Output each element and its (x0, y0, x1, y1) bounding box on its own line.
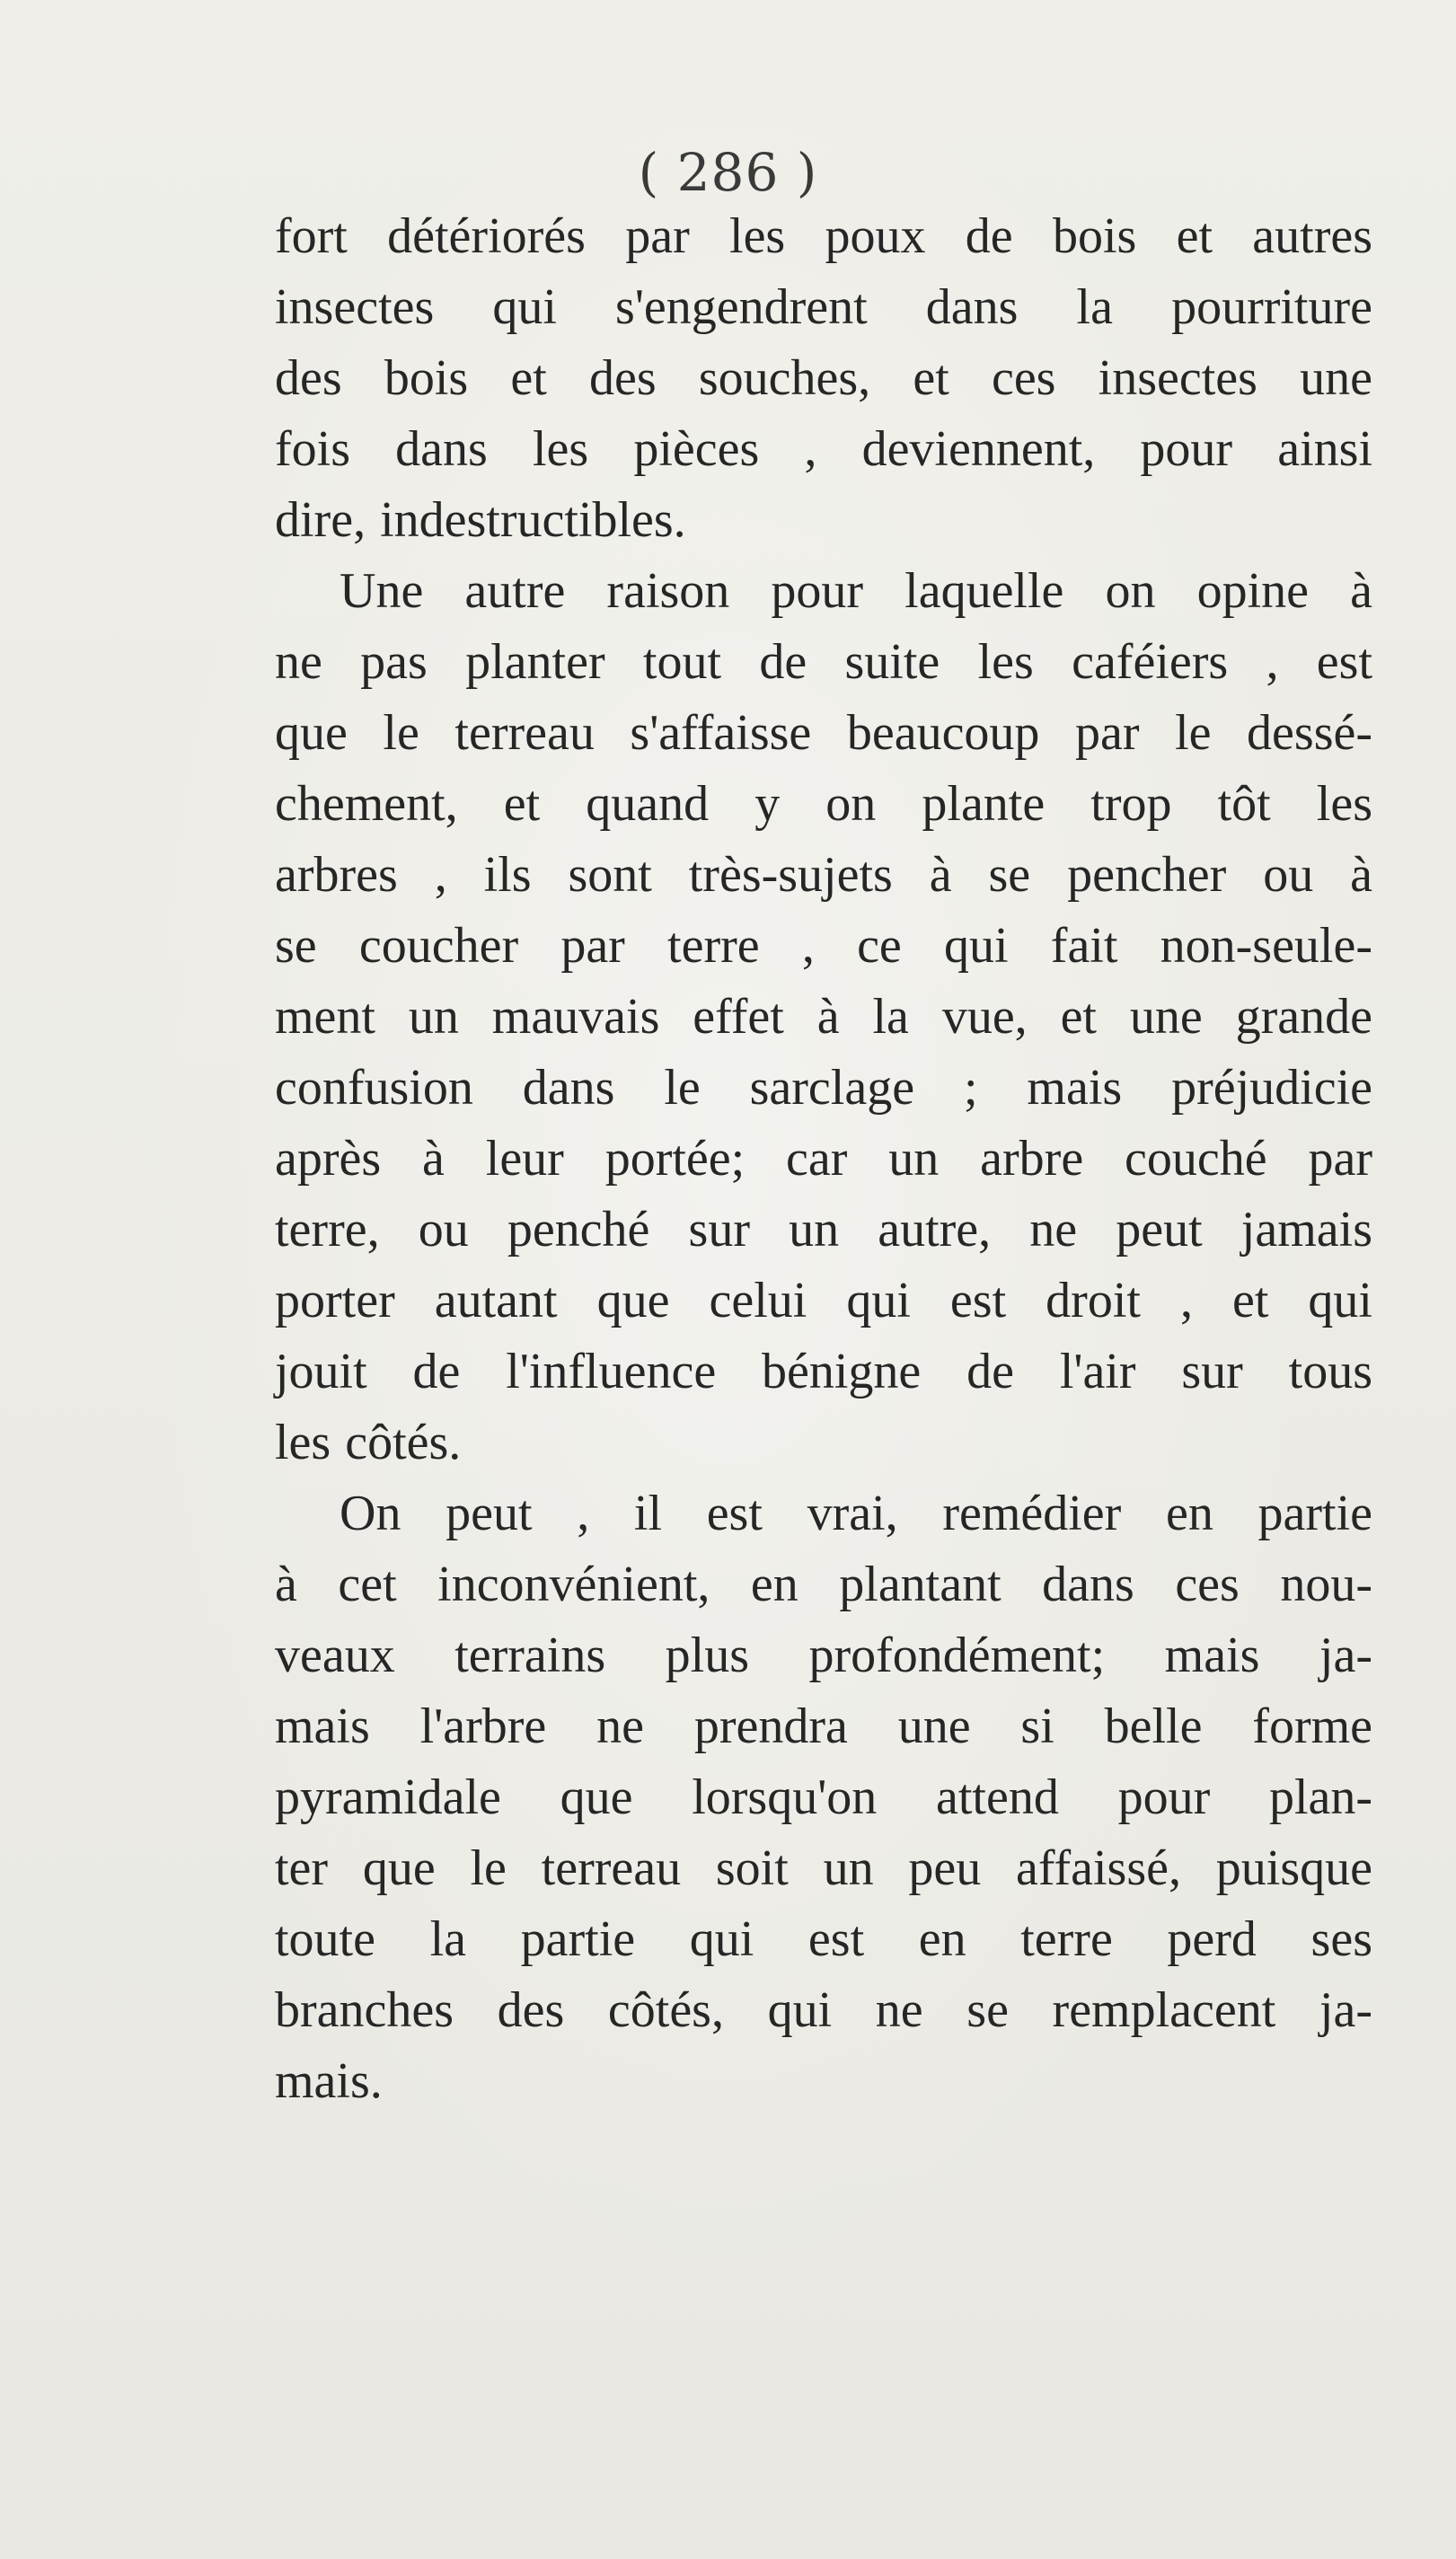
text-line: ne pas planter tout de suite les caféiers , est (275, 634, 1372, 690)
text-line: veaux terrains plus profondément; mais ja- (275, 1628, 1372, 1683)
body-text (275, 201, 1372, 2117)
text-line: mais l'arbre ne prendra une si belle forme (275, 1699, 1372, 1754)
text-line: ment un mauvais effet à la vue, et une grande (275, 989, 1372, 1045)
text-line: que le terreau s'affaisse beaucoup par le dessé- (275, 705, 1372, 761)
text-line: fois dans les pièces , deviennent, pour ainsi (275, 421, 1372, 477)
text-line: ter que le terreau soit un peu affaissé, puisque (275, 1840, 1372, 1896)
text-line: se coucher par terre , ce qui fait non-seule- (275, 918, 1372, 974)
paragraph-3 (275, 1478, 1372, 2117)
text-line: Une autre raison pour laquelle on opine à (340, 563, 1372, 619)
text-line: après à leur portée; car un arbre couché par (275, 1131, 1372, 1187)
text-line: à cet inconvénient, en plantant dans ces nou- (275, 1557, 1372, 1612)
text-line: branches des côtés, qui ne se remplacent ja- (275, 1982, 1372, 2038)
text-line: chement, et quand y on plante trop tôt les (275, 776, 1372, 832)
page-number: ( 286 ) (638, 142, 818, 203)
text-line: terre, ou penché sur un autre, ne peut jamais (275, 1202, 1372, 1257)
text-line: les côtés. (275, 1415, 462, 1470)
text-line: arbres , ils sont très-sujets à se pencher ou à (275, 847, 1372, 903)
text-line: dire, indestructibles. (275, 492, 686, 548)
text-line: confusion dans le sarclage ; mais préjudicie (275, 1060, 1372, 1116)
paragraph-2 (275, 556, 1372, 1478)
text-line: mais. (275, 2053, 383, 2109)
paragraph-1 (275, 201, 1372, 556)
text-line: porter autant que celui qui est droit , et qui (275, 1273, 1372, 1328)
text-line: toute la partie qui est en terre perd ses (275, 1911, 1372, 1967)
text-line: jouit de l'influence bénigne de l'air sur tous (275, 1344, 1372, 1399)
text-line: des bois et des souches, et ces insectes une (275, 350, 1372, 406)
text-line: insectes qui s'engendrent dans la pourriture (275, 279, 1372, 335)
text-line: pyramidale que lorsqu'on attend pour plan- (275, 1769, 1372, 1825)
text-line: On peut , il est vrai, remédier en partie (340, 1486, 1372, 1541)
text-line: fort détériorés par les poux de bois et autres (275, 208, 1372, 264)
